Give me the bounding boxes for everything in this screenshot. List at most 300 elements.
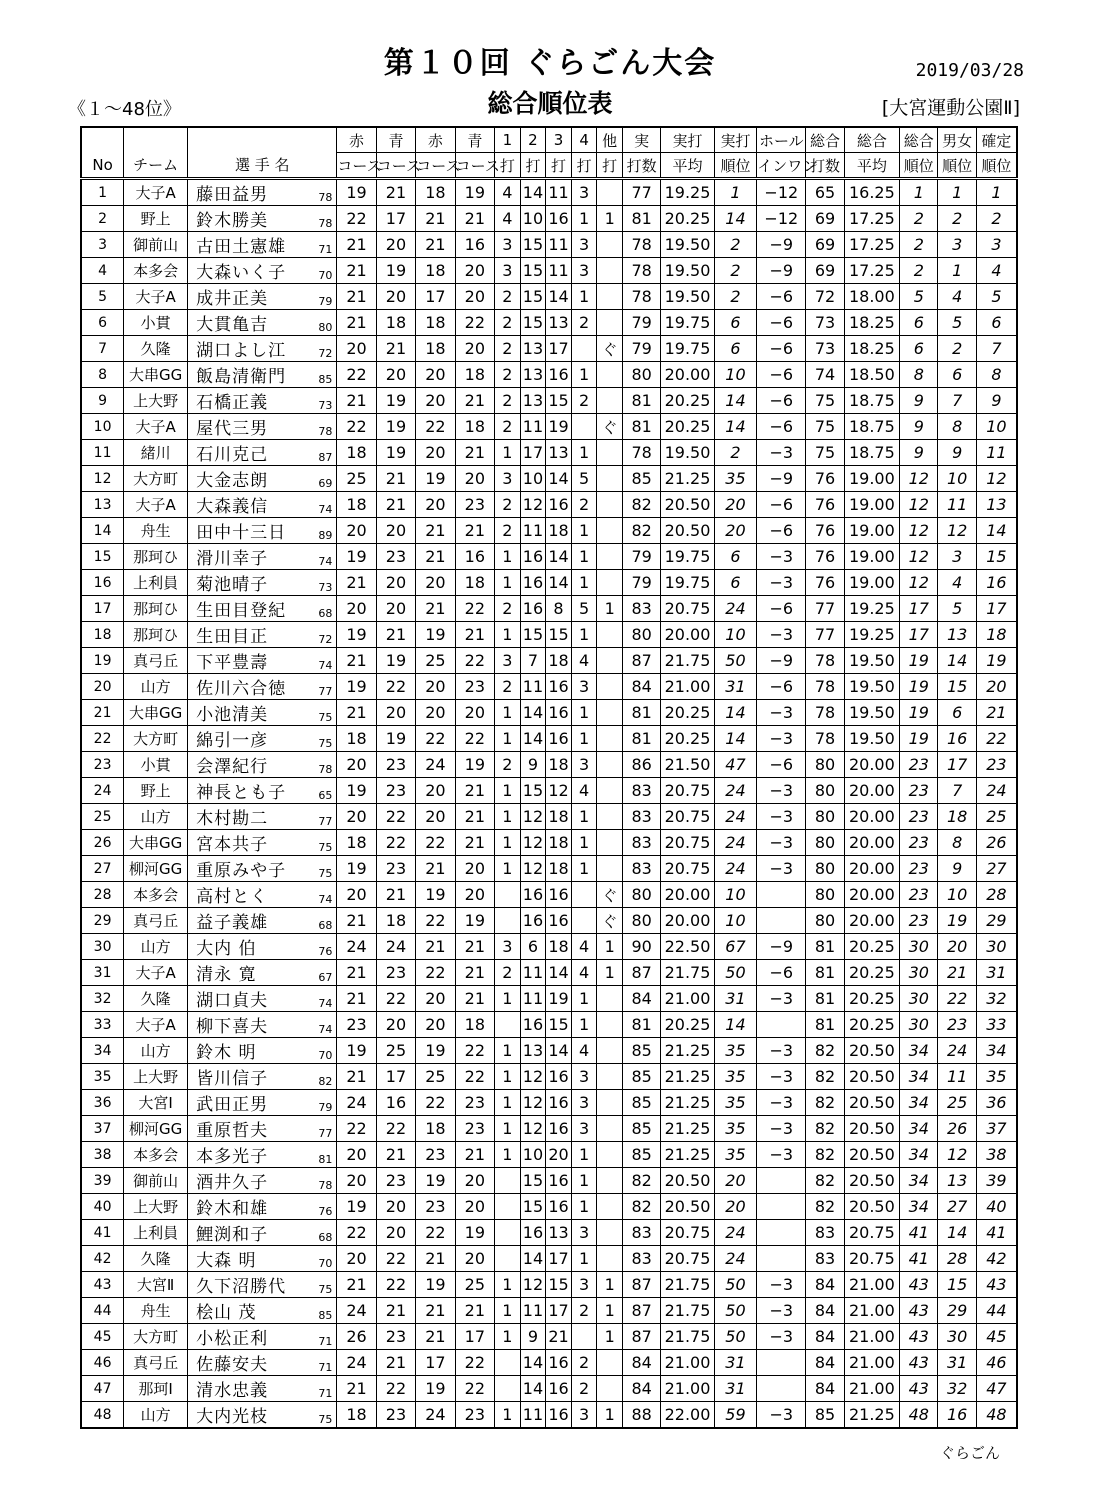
column-header: 実打 <box>714 127 757 153</box>
table-cell: 18 <box>546 934 572 960</box>
table-cell: 18.75 <box>844 388 899 414</box>
table-cell: 20.25 <box>661 206 714 232</box>
row-number: 48 <box>81 1402 124 1429</box>
table-cell: 21 <box>337 232 376 258</box>
table-cell: 21.00 <box>844 1350 899 1376</box>
player-name-cell <box>188 258 337 284</box>
table-cell: 4 <box>938 570 976 596</box>
player-name-cell <box>188 570 337 596</box>
table-cell: 20 <box>455 1168 494 1194</box>
table-cell: 84 <box>622 674 660 700</box>
table-cell: 19.50 <box>661 284 714 310</box>
table-cell: 17 <box>900 596 938 622</box>
table-cell: 34 <box>900 1168 938 1194</box>
table-cell: ぐ <box>597 882 623 908</box>
table-cell <box>597 1090 623 1116</box>
team-cell: 小貫 <box>124 310 188 336</box>
table-cell: 11 <box>976 440 1017 466</box>
player-age: 68 <box>318 607 333 620</box>
table-cell: 85 <box>622 466 660 492</box>
table-cell: 11 <box>520 414 546 440</box>
row-number: 32 <box>81 986 124 1012</box>
table-cell: −3 <box>757 1324 806 1350</box>
table-cell: 1 <box>571 830 597 856</box>
table-cell: 19 <box>900 726 938 752</box>
table-cell: 15 <box>520 258 546 284</box>
player-name-cell <box>188 1168 337 1194</box>
table-cell: 1 <box>571 570 597 596</box>
table-cell: 2 <box>571 388 597 414</box>
player-name: 飯島清衛門 <box>196 367 287 387</box>
table-cell: −6 <box>757 388 806 414</box>
table-cell: 19.50 <box>661 258 714 284</box>
table-cell: 19 <box>376 648 415 674</box>
table-cell: 19.50 <box>844 674 899 700</box>
table-cell: 72 <box>806 284 844 310</box>
player-name-cell <box>188 232 337 258</box>
table-cell: 1 <box>495 570 521 596</box>
table-cell: 82 <box>806 1168 844 1194</box>
table-row <box>81 726 1017 752</box>
table-cell: 19 <box>337 1038 376 1064</box>
table-cell: 15 <box>546 1272 572 1298</box>
table-cell: 14 <box>546 544 572 570</box>
table-cell: 6 <box>714 310 757 336</box>
table-cell: 21 <box>546 1324 572 1350</box>
table-cell: 19 <box>546 986 572 1012</box>
player-age: 70 <box>318 1049 333 1062</box>
table-cell: 12 <box>900 466 938 492</box>
row-number: 18 <box>81 622 124 648</box>
player-name-cell <box>188 908 337 934</box>
table-cell: 11 <box>520 674 546 700</box>
table-cell: 80 <box>806 908 844 934</box>
table-cell: 24 <box>416 752 455 778</box>
table-cell: 25 <box>376 1038 415 1064</box>
table-cell: 35 <box>714 1142 757 1168</box>
table-cell: −3 <box>757 700 806 726</box>
table-cell <box>597 1376 623 1402</box>
table-cell: 14 <box>938 1220 976 1246</box>
table-cell: −9 <box>757 258 806 284</box>
table-cell: 13 <box>520 388 546 414</box>
table-cell: 19 <box>938 908 976 934</box>
table-cell: 13 <box>546 1220 572 1246</box>
table-cell: 2 <box>495 596 521 622</box>
table-cell: 22 <box>455 648 494 674</box>
table-cell: 75 <box>806 440 844 466</box>
table-cell <box>597 856 623 882</box>
table-cell: 1 <box>714 179 757 206</box>
table-cell: 14 <box>714 1012 757 1038</box>
row-number: 16 <box>81 570 124 596</box>
table-cell: 12 <box>546 778 572 804</box>
table-cell: 2 <box>495 492 521 518</box>
table-cell: 2 <box>714 258 757 284</box>
table-cell: −3 <box>757 1038 806 1064</box>
table-cell: 12 <box>520 804 546 830</box>
table-cell: 20.25 <box>844 986 899 1012</box>
table-cell: 1 <box>597 206 623 232</box>
table-cell: 24 <box>337 934 376 960</box>
table-cell: ぐ <box>597 336 623 362</box>
table-cell: 59 <box>714 1402 757 1429</box>
team-cell: 本多会 <box>124 258 188 284</box>
table-cell: 19 <box>455 1220 494 1246</box>
row-number: 15 <box>81 544 124 570</box>
table-cell: 18 <box>416 336 455 362</box>
table-cell: −12 <box>757 179 806 206</box>
table-cell: 19 <box>455 908 494 934</box>
table-cell: 78 <box>806 648 844 674</box>
table-cell: 19 <box>376 414 415 440</box>
column-header: 平均 <box>661 153 714 179</box>
team-cell: 那珂ひ <box>124 596 188 622</box>
table-row <box>81 414 1017 440</box>
table-cell: 3 <box>571 674 597 700</box>
table-cell: 18 <box>976 622 1017 648</box>
table-cell: 30 <box>976 934 1017 960</box>
table-cell: 24 <box>714 596 757 622</box>
column-header: 青 <box>376 127 415 153</box>
table-cell: 22 <box>455 726 494 752</box>
table-row <box>81 986 1017 1012</box>
player-name: 大内 伯 <box>196 939 257 959</box>
table-cell: 82 <box>806 1116 844 1142</box>
player-name: 本多光子 <box>196 1147 269 1167</box>
table-row <box>81 908 1017 934</box>
table-cell: 16 <box>546 700 572 726</box>
table-cell: 23 <box>416 1142 455 1168</box>
table-cell: −6 <box>757 284 806 310</box>
table-cell: 12 <box>900 492 938 518</box>
team-cell: 久隆 <box>124 1246 188 1272</box>
table-cell: 1 <box>938 258 976 284</box>
player-age: 67 <box>318 971 333 984</box>
table-cell <box>597 466 623 492</box>
table-cell: 20 <box>416 492 455 518</box>
table-cell: 13 <box>520 362 546 388</box>
player-age: 78 <box>318 763 333 776</box>
column-header: 赤 <box>337 127 376 153</box>
table-row <box>81 362 1017 388</box>
table-cell: 20 <box>337 804 376 830</box>
table-cell: 1 <box>495 1402 521 1429</box>
table-cell: 78 <box>806 674 844 700</box>
table-cell: 2 <box>714 440 757 466</box>
table-cell: 24 <box>714 856 757 882</box>
table-cell: 14 <box>520 1350 546 1376</box>
table-cell: 15 <box>520 778 546 804</box>
table-cell <box>571 908 597 934</box>
table-cell: 36 <box>976 1090 1017 1116</box>
table-cell: 18 <box>337 492 376 518</box>
table-cell: 39 <box>976 1168 1017 1194</box>
table-cell: 19.25 <box>844 622 899 648</box>
table-cell: 21 <box>455 986 494 1012</box>
table-cell: 50 <box>714 1272 757 1298</box>
table-cell: 18.75 <box>844 414 899 440</box>
table-cell: 30 <box>938 1324 976 1350</box>
table-cell: 21.75 <box>661 1298 714 1324</box>
player-name-cell <box>188 648 337 674</box>
table-cell: 84 <box>622 986 660 1012</box>
player-name: 高村とく <box>196 887 269 907</box>
table-cell: 80 <box>806 856 844 882</box>
table-cell: 1 <box>571 726 597 752</box>
table-cell: 5 <box>976 284 1017 310</box>
table-cell: 21.25 <box>661 1038 714 1064</box>
table-cell: 23 <box>455 674 494 700</box>
table-cell <box>571 336 597 362</box>
column-header: 順位 <box>976 153 1017 179</box>
table-cell: 25 <box>337 466 376 492</box>
table-cell <box>597 310 623 336</box>
table-cell: 84 <box>806 1350 844 1376</box>
column-header: 打数 <box>806 153 844 179</box>
table-cell <box>597 1064 623 1090</box>
table-cell: 18 <box>376 310 415 336</box>
table-cell <box>597 1194 623 1220</box>
table-cell: 20 <box>376 700 415 726</box>
table-cell: 34 <box>900 1090 938 1116</box>
table-cell: 14 <box>520 1246 546 1272</box>
player-age: 85 <box>318 373 333 386</box>
table-cell <box>597 1168 623 1194</box>
table-cell: 25 <box>455 1272 494 1298</box>
player-name-cell <box>188 440 337 466</box>
table-cell: 22 <box>416 960 455 986</box>
table-cell: 34 <box>900 1064 938 1090</box>
table-cell: 76 <box>806 570 844 596</box>
table-cell: 79 <box>622 570 660 596</box>
table-cell: 25 <box>416 648 455 674</box>
table-cell: 77 <box>622 179 660 206</box>
table-cell: 21.75 <box>661 1324 714 1350</box>
table-cell: 19 <box>900 700 938 726</box>
player-name: 重原哲夫 <box>196 1121 269 1141</box>
row-number: 3 <box>81 232 124 258</box>
table-cell: 41 <box>900 1246 938 1272</box>
table-cell: 18.00 <box>844 284 899 310</box>
table-cell: ぐ <box>597 908 623 934</box>
player-age: 69 <box>318 477 333 490</box>
table-cell: 20.50 <box>844 1116 899 1142</box>
player-name-cell <box>188 206 337 232</box>
table-cell: 41 <box>976 1220 1017 1246</box>
table-cell: 31 <box>976 960 1017 986</box>
table-cell: 20 <box>376 518 415 544</box>
table-cell: 22 <box>376 1246 415 1272</box>
player-name: 大貫亀吉 <box>196 315 269 335</box>
player-name-cell <box>188 700 337 726</box>
table-cell: 20.00 <box>844 882 899 908</box>
table-cell: 16 <box>546 1064 572 1090</box>
table-cell: 21 <box>376 622 415 648</box>
column-header: 男女 <box>938 127 976 153</box>
table-cell: 3 <box>571 258 597 284</box>
player-age: 89 <box>318 529 333 542</box>
player-age: 75 <box>318 867 333 880</box>
table-cell: 6 <box>520 934 546 960</box>
table-row <box>81 934 1017 960</box>
player-name-cell <box>188 1350 337 1376</box>
table-cell: 78 <box>806 726 844 752</box>
table-cell: 28 <box>938 1246 976 1272</box>
table-cell: 22 <box>376 986 415 1012</box>
row-number: 19 <box>81 648 124 674</box>
table-cell: 21 <box>337 908 376 934</box>
team-cell: 野上 <box>124 778 188 804</box>
table-cell: 10 <box>938 882 976 908</box>
table-cell: −6 <box>757 960 806 986</box>
table-cell: 34 <box>900 1038 938 1064</box>
row-number: 4 <box>81 258 124 284</box>
row-number: 7 <box>81 336 124 362</box>
table-cell: 21.00 <box>844 1298 899 1324</box>
table-cell: 23 <box>376 1168 415 1194</box>
table-cell: 20.25 <box>661 388 714 414</box>
row-number: 22 <box>81 726 124 752</box>
table-cell: 15 <box>520 310 546 336</box>
table-cell: 19.00 <box>844 518 899 544</box>
table-cell <box>495 1194 521 1220</box>
table-cell <box>597 1116 623 1142</box>
table-cell: 2 <box>495 674 521 700</box>
table-cell: 83 <box>622 778 660 804</box>
row-number: 31 <box>81 960 124 986</box>
header-row-top <box>81 127 1017 153</box>
table-cell: 24 <box>714 804 757 830</box>
table-cell: 3 <box>938 232 976 258</box>
table-row <box>81 1038 1017 1064</box>
row-number: 29 <box>81 908 124 934</box>
player-name: 久下沼勝代 <box>196 1277 287 1297</box>
table-cell: 15 <box>546 622 572 648</box>
table-cell: 8 <box>938 830 976 856</box>
player-name-cell <box>188 1298 337 1324</box>
table-cell: 21.00 <box>661 674 714 700</box>
table-cell: 42 <box>976 1246 1017 1272</box>
table-cell: 20 <box>938 934 976 960</box>
table-row <box>81 284 1017 310</box>
table-cell: 14 <box>714 388 757 414</box>
table-cell: 2 <box>495 336 521 362</box>
table-cell: 20 <box>455 284 494 310</box>
table-cell: 19 <box>455 179 494 206</box>
row-number: 26 <box>81 830 124 856</box>
player-name: 佐藤安夫 <box>196 1355 269 1375</box>
player-name-cell <box>188 1142 337 1168</box>
table-cell: −9 <box>757 934 806 960</box>
table-cell <box>495 1246 521 1272</box>
player-name: 湖口貞夫 <box>196 991 269 1011</box>
table-cell: 22 <box>337 1220 376 1246</box>
table-cell: 83 <box>622 596 660 622</box>
table-cell: 18 <box>416 1116 455 1142</box>
table-cell: 20 <box>337 882 376 908</box>
table-cell: 20.00 <box>844 778 899 804</box>
table-cell: 15 <box>938 674 976 700</box>
table-cell: 35 <box>714 1116 757 1142</box>
column-header: 打 <box>546 153 572 179</box>
table-cell: 43 <box>976 1272 1017 1298</box>
table-cell: 3 <box>495 648 521 674</box>
player-name-cell <box>188 804 337 830</box>
table-cell: 15 <box>546 1012 572 1038</box>
table-cell: 23 <box>455 492 494 518</box>
table-cell: 80 <box>622 362 660 388</box>
table-cell: 1 <box>976 179 1017 206</box>
table-cell: 21.00 <box>661 1350 714 1376</box>
table-cell: 87 <box>622 1324 660 1350</box>
table-cell: 16.25 <box>844 179 899 206</box>
row-number: 45 <box>81 1324 124 1350</box>
table-cell: 21.25 <box>661 1142 714 1168</box>
player-name-cell <box>188 284 337 310</box>
player-age: 70 <box>318 1257 333 1270</box>
player-age: 74 <box>318 503 333 516</box>
row-number: 2 <box>81 206 124 232</box>
table-cell: 31 <box>714 986 757 1012</box>
table-cell: 19 <box>416 1038 455 1064</box>
table-cell: 2 <box>495 310 521 336</box>
table-cell: 11 <box>520 1402 546 1429</box>
table-row <box>81 518 1017 544</box>
table-cell: 9 <box>900 414 938 440</box>
player-age: 73 <box>318 581 333 594</box>
player-age: 77 <box>318 815 333 828</box>
table-cell: 6 <box>976 310 1017 336</box>
table-cell: 15 <box>520 1194 546 1220</box>
player-name: 下平豊壽 <box>196 653 269 673</box>
table-cell <box>597 440 623 466</box>
column-header: 打 <box>495 153 521 179</box>
table-cell: 2 <box>571 492 597 518</box>
table-cell: 21 <box>337 258 376 284</box>
table-cell: 3 <box>938 544 976 570</box>
table-row <box>81 1246 1017 1272</box>
table-cell: 80 <box>622 908 660 934</box>
table-cell: −3 <box>757 1064 806 1090</box>
player-name-cell <box>188 544 337 570</box>
table-row <box>81 1402 1017 1429</box>
table-cell: 86 <box>622 752 660 778</box>
table-row <box>81 1064 1017 1090</box>
table-cell: 16 <box>376 1090 415 1116</box>
table-cell: 20 <box>416 388 455 414</box>
table-cell: 21 <box>416 934 455 960</box>
row-number: 17 <box>81 596 124 622</box>
player-name: 古田土憲雄 <box>196 237 287 257</box>
table-cell: 12 <box>520 1116 546 1142</box>
player-name: 清永 寛 <box>196 965 257 985</box>
table-cell: 8 <box>938 414 976 440</box>
table-cell: 23 <box>938 1012 976 1038</box>
table-cell: 6 <box>714 544 757 570</box>
table-cell: 11 <box>520 960 546 986</box>
table-row <box>81 1194 1017 1220</box>
player-age: 76 <box>318 945 333 958</box>
table-cell: 19.00 <box>844 570 899 596</box>
table-cell: 29 <box>976 908 1017 934</box>
table-cell: 10 <box>938 466 976 492</box>
player-name-cell <box>188 1402 337 1429</box>
player-name-cell <box>188 778 337 804</box>
table-cell: 82 <box>622 1168 660 1194</box>
table-cell: 2 <box>900 232 938 258</box>
player-age: 74 <box>318 893 333 906</box>
